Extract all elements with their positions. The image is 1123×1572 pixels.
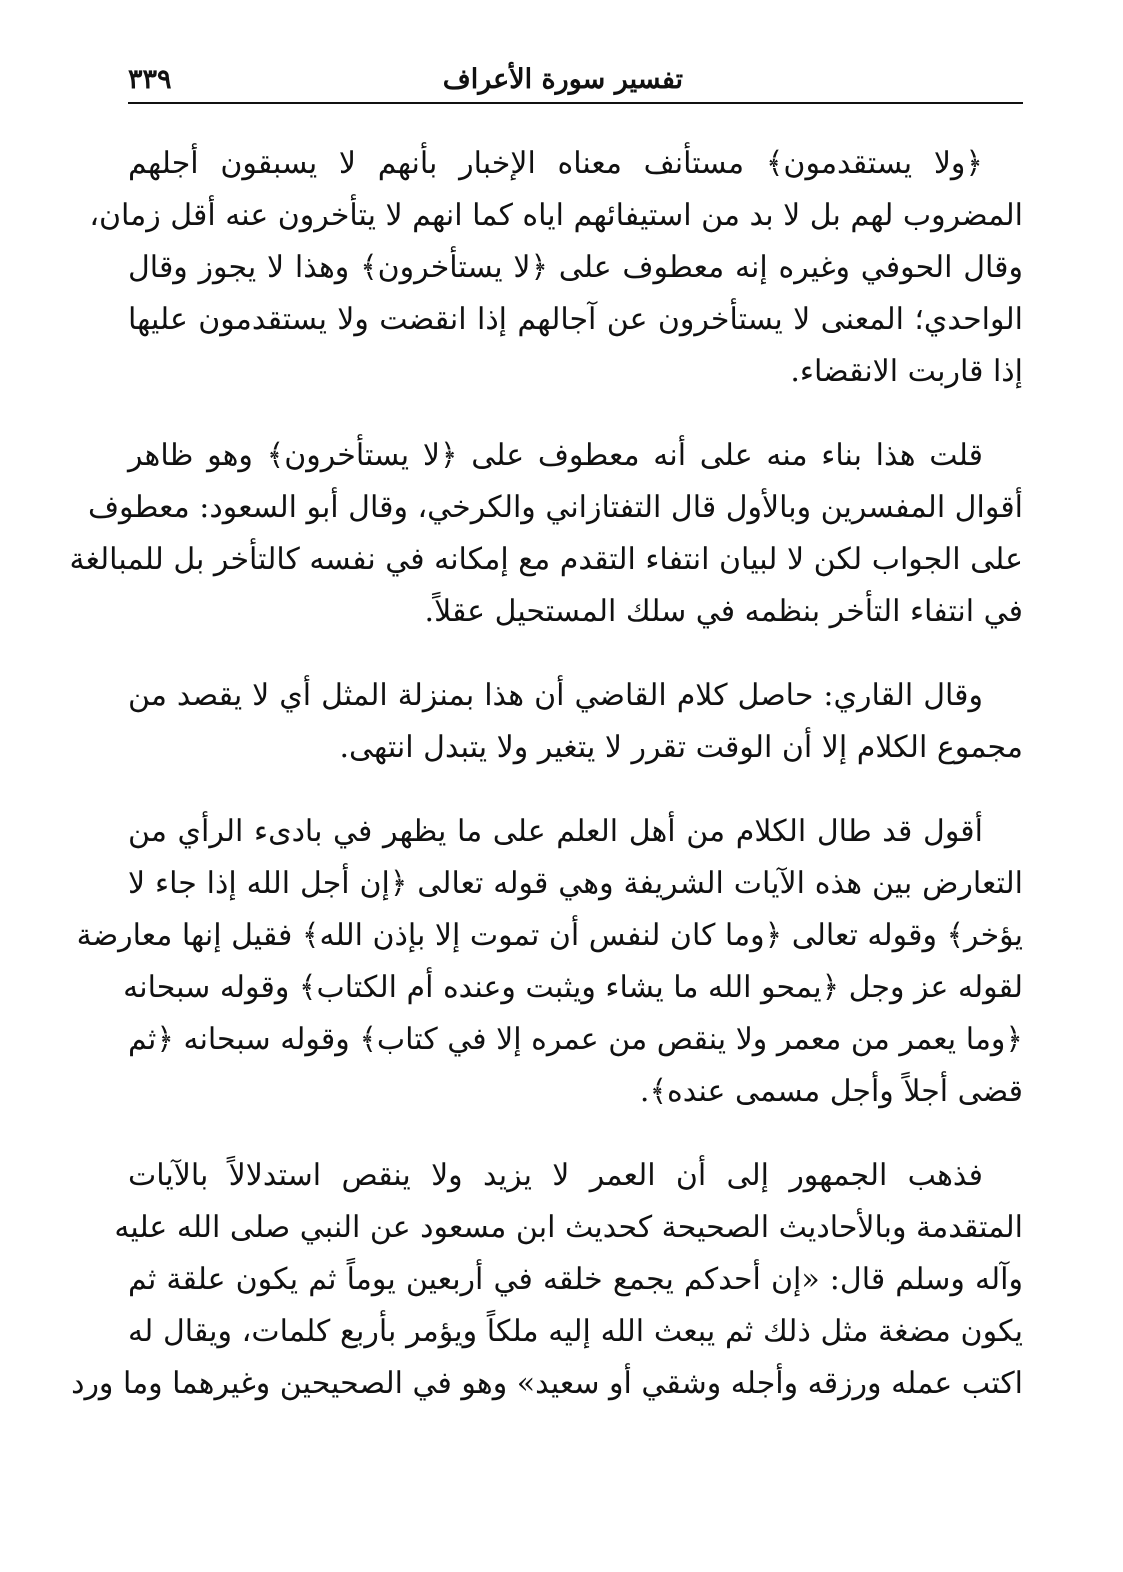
text-line: وآله وسلم قال: «إن أحدكم يجمع خلقه في أربعين يوماً ثم يكون علقة ثم [128,1262,1023,1297]
text-line: قلت هذا بناء منه على أنه معطوف على ﴿لا يستأخرون﴾ وهو ظاهر [128,438,983,473]
text-line: الواحدي؛ المعنى لا يستأخرون عن آجالهم إذا انقضت ولا يستقدمون عليها [128,302,1023,337]
text-line: على الجواب لكن لا لبيان انتفاء التقدم مع إمكانه في نفسه كالتأخر بل للمبالغة [69,542,1023,577]
page-number: ٣٣٩ [128,64,172,95]
text-line: ﴿ولا يستقدمون﴾ مستأنف معناه الإخبار بأنهم لا يسبقون أجلهم [128,146,983,181]
paragraph [69,430,1023,638]
text-line: المضروب لهم بل لا بد من استيفائهم اياه كما انهم لا يتأخرون عنه أقل زمان، [89,198,1023,233]
text-line: وقال القاري: حاصل كلام القاضي أن هذا بمنزلة المثل أي لا يقصد من [128,678,983,713]
text-line: أقول قد طال الكلام من أهل العلم على ما يظهر في بادىء الرأي من [128,814,983,849]
text-line: أقوال المفسرين وبالأول قال التفتازاني والكرخي، وقال أبو السعود: معطوف [87,490,1023,525]
text-line: وقال الحوفي وغيره إنه معطوف على ﴿لا يستأخرون﴾ وهذا لا يجوز وقال [128,250,1023,285]
header-rule [128,102,1023,104]
text-line: ﴿وما يعمر من معمر ولا ينقص من عمره إلا في كتاب﴾ وقوله سبحانه ﴿ثم [128,1022,1023,1057]
text-line: يؤخر﴾ وقوله تعالى ﴿وما كان لنفس أن تموت إلا بإذن الله﴾ فقيل إنها معارضة [76,918,1023,953]
body-text [69,138,1023,1442]
running-header [128,60,1023,104]
text-line: لقوله عز وجل ﴿يمحو الله ما يشاء ويثبت وعنده أم الكتاب﴾ وقوله سبحانه [123,970,1023,1005]
text-line: إذا قاربت الانقضاء. [790,354,1023,389]
text-line: في انتفاء التأخر بنظمه في سلك المستحيل عقلاً. [424,594,1023,629]
paragraph [76,806,1023,1118]
text-line: التعارض بين هذه الآيات الشريفة وهي قوله تعالى ﴿إن أجل الله إذا جاء لا [128,866,1023,901]
paragraph [89,138,1023,398]
paragraph [128,670,1023,774]
paragraph [71,1150,1023,1410]
text-line: قضى أجلاً وأجل مسمى عنده﴾. [639,1074,1023,1109]
running-title: تفسير سورة الأعراف [442,64,683,95]
text-line: المتقدمة وبالأحاديث الصحيحة كحديث ابن مسعود عن النبي صلى الله عليه [114,1210,1023,1245]
text-line: يكون مضغة مثل ذلك ثم يبعث الله إليه ملكاً ويؤمر بأربع كلمات، ويقال له [128,1314,1023,1349]
text-line: مجموع الكلام إلا أن الوقت تقرر لا يتغير ولا يتبدل انتهى. [339,730,1023,765]
text-line: فذهب الجمهور إلى أن العمر لا يزيد ولا ينقص استدلالاً بالآيات [128,1158,983,1193]
text-line: اكتب عمله ورزقه وأجله وشقي أو سعيد» وهو في الصحيحين وغيرهما وما ورد [71,1366,1023,1401]
